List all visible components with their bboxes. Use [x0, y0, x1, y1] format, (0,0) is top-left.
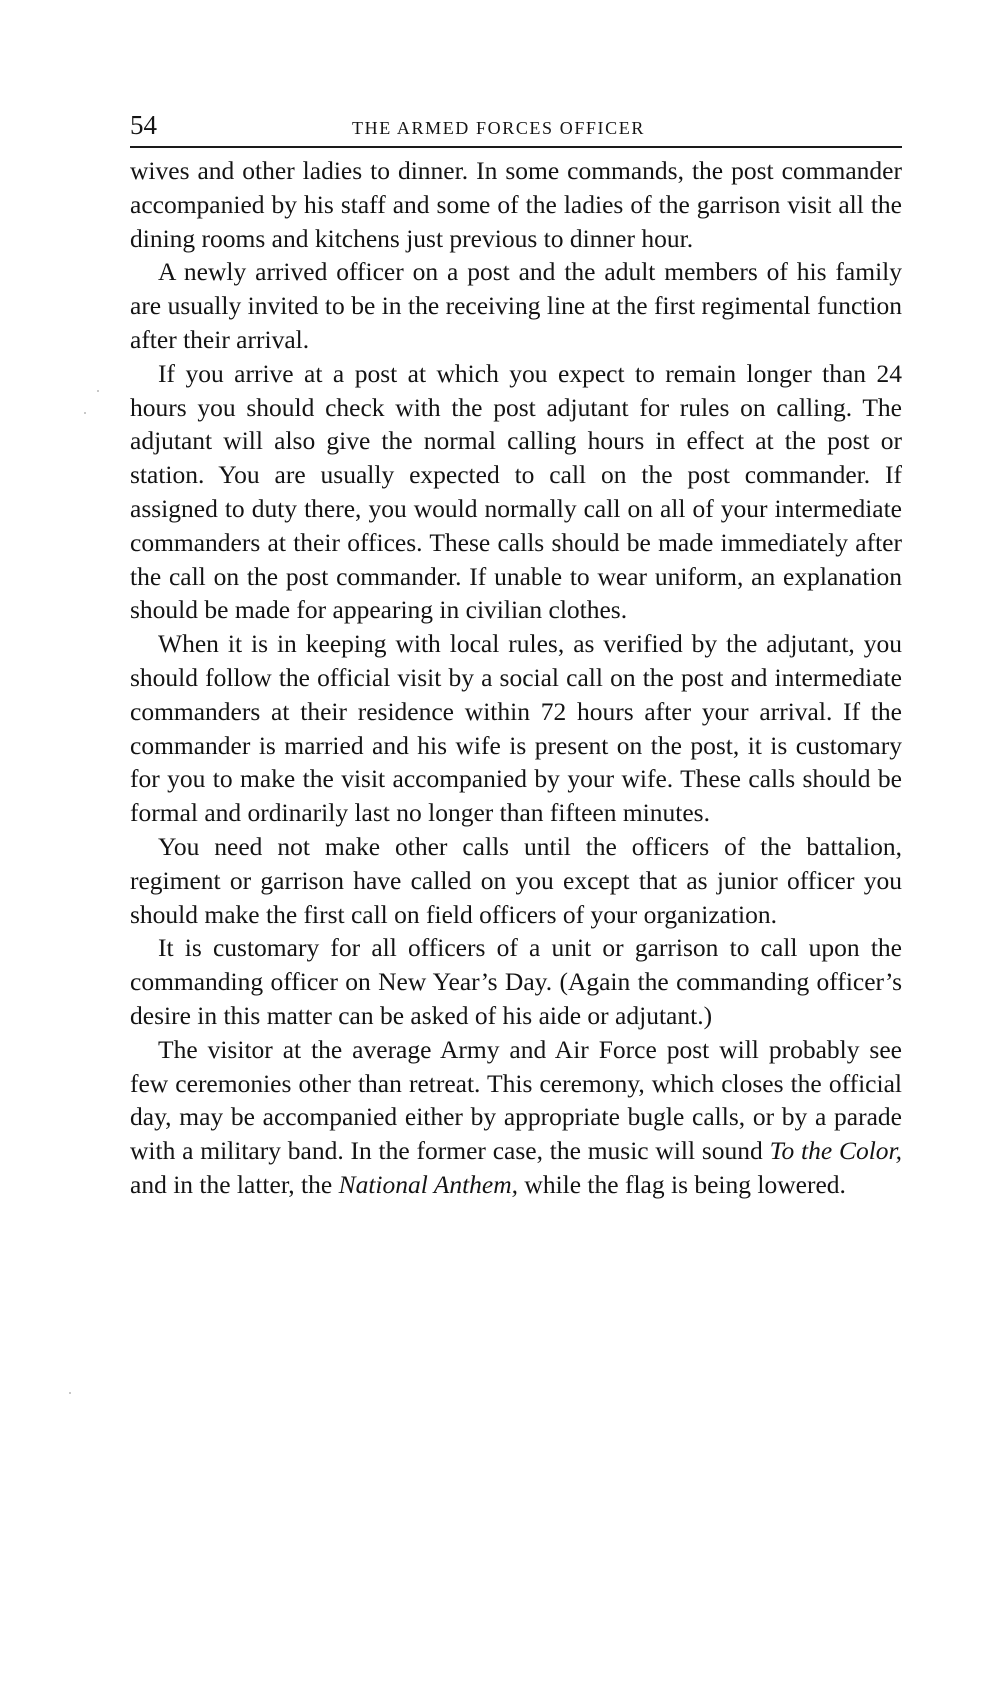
- page-number: 54: [130, 110, 157, 140]
- retreat-text-part-1: The visitor at the average Army and Air Force post will probably see few ceremonies other than retreat. This ceremony, which closes the official day, may be accompanied either by appropriate bugle calls, or by a parade with a military band. In the former case, the music will sound: [130, 1034, 902, 1166]
- paragraph-receiving-line: A newly arrived officer on a post and the adult members of his family are usually invited to be in the receiving line at the first regimental function after their arrival.: [130, 257, 902, 354]
- national-anthem-title: National Anthem,: [338, 1169, 519, 1199]
- paragraph-other-calls: You need not make other calls until the officers of the battalion, regiment or garrison have called on you except that as junior officer you should make the first call on field officers of your organization.: [130, 831, 902, 929]
- paragraph-retreat-ceremony: [130, 1033, 902, 1202]
- to-the-color-title: To the Color,: [769, 1136, 903, 1166]
- book-page: [130, 0, 902, 1685]
- margin-speck: [84, 412, 86, 414]
- retreat-text-part-3: while the flag is being lowered.: [524, 1169, 846, 1199]
- margin-speck: [97, 390, 99, 392]
- retreat-text-part-2: and in the latter, the: [130, 1169, 333, 1199]
- body-text: [130, 154, 902, 1202]
- paragraph-new-years-day: It is customary for all officers of a unit or garrison to call upon the commanding officer on New Year’s Day. (Again the commanding officer’s desire in this matter can be asked of his aide or adjutant.): [130, 933, 902, 1030]
- paragraph-dinner-visits: wives and other ladies to dinner. In some commands, the post commander accompanied by his staff and some of the ladies of the garrison visit all the dining rooms and kitchens just previous to dinner hour.: [130, 156, 902, 253]
- paragraph-social-call: When it is in keeping with local rules, as verified by the adjutant, you should follow the official visit by a social call on the post and intermediate commanders at their residence within 72 hours after your arrival. If the commander is married and his wife is present on the post, it is customary for you to make the visit accompanied by your wife. These calls should be formal and ordinarily last no longer than fifteen minutes.: [130, 629, 902, 828]
- running-title: THE ARMED FORCES OFFICER: [352, 118, 645, 138]
- paragraph-calling-rules: If you arrive at a post at which you expect to remain longer than 24 hours you should check with the post adjutant for rules on calling. The adjutant will also give the normal calling hours in effect at the post or station. You are usually expected to call on the post commander. If assigned to duty there, you would normally call on all of your intermediate commanders at their offices. These calls should be made immediately after the call on the post commander. If unable to wear uniform, an explanation should be made for appearing in civilian clothes.: [130, 358, 902, 625]
- running-head: [130, 108, 902, 148]
- margin-speck: [69, 1392, 71, 1394]
